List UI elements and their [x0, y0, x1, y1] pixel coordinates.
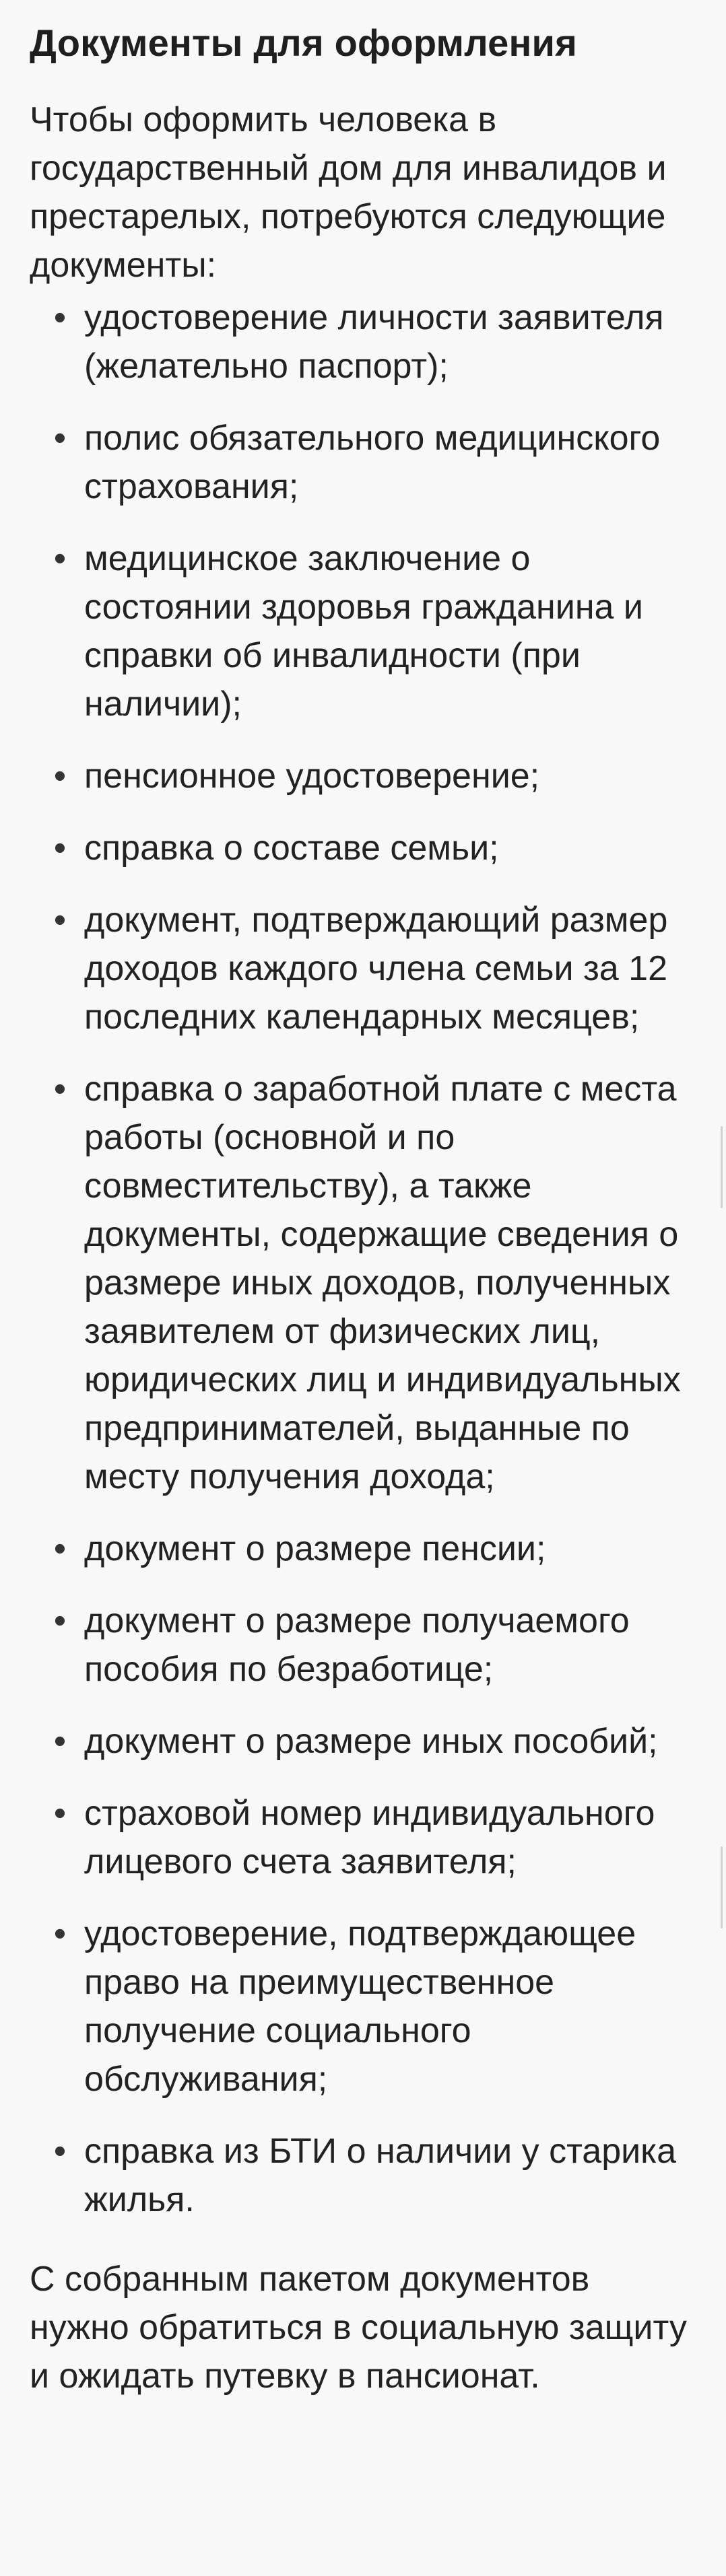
- bullet-icon: •: [53, 1914, 67, 1953]
- list-item-text: документ о размере пенсии;: [84, 1529, 546, 1568]
- bullet-icon: •: [53, 1794, 67, 1833]
- list-item: [30, 2127, 696, 2224]
- list-item: [30, 896, 696, 1041]
- list-item-text: справка из БТИ о наличии у старика жилья.: [84, 2132, 676, 2219]
- bullet-icon: •: [53, 539, 67, 578]
- list-item: [30, 752, 696, 800]
- list-item: [30, 1910, 696, 2103]
- intro-paragraph: Чтобы оформить человека в государственный дом для инвалидов и престарелых, потребуются следующие документы:: [30, 100, 667, 285]
- bullet-icon: •: [53, 1529, 67, 1568]
- list-item-text: справка о составе семьи;: [84, 829, 499, 868]
- bullet-icon: •: [53, 298, 67, 337]
- list-item-text: документ о размере получаемого пособия по безработице;: [84, 1601, 630, 1689]
- list-item: [30, 414, 696, 511]
- section-title: Документы для оформления: [30, 22, 578, 64]
- bullet-icon: •: [53, 1070, 67, 1109]
- list-item-text: справка о заработной плате с места работы (основной и по совместительству), а также документы, содержащие сведения о размере иных доходов, полученных заявителем от физических лиц, юридических лиц и индивидуальных предпринимателей, выданные по месту получения дохода;: [84, 1070, 681, 1496]
- bullet-icon: •: [53, 2132, 67, 2171]
- bullet-icon: •: [53, 757, 67, 796]
- bullet-icon: •: [53, 829, 67, 868]
- list-item: [30, 534, 696, 728]
- list-item-text: полис обязательного медицинского страхования;: [84, 419, 661, 506]
- list-item-text: пенсионное удостоверение;: [84, 757, 540, 796]
- list-item-text: медицинское заключение о состоянии здоровья гражданина и справки об инвалидности (при наличии);: [84, 539, 643, 724]
- list-item-text: удостоверение личности заявителя (желательно паспорт);: [84, 298, 664, 386]
- list-item-text: удостоверение, подтверждающее право на преимущественное получение социального обслуживания;: [84, 1914, 636, 2099]
- list-item-text: документ о размере иных пособий;: [84, 1722, 658, 1761]
- bullet-icon: •: [53, 1601, 67, 1640]
- bullet-icon: •: [53, 419, 67, 458]
- bullet-icon: •: [53, 1722, 67, 1761]
- list-item: [30, 1525, 696, 1573]
- list-item: [30, 824, 696, 872]
- list-item: [30, 1065, 696, 1501]
- scroll-indicator: [721, 1846, 723, 1928]
- scroll-indicator: [721, 1126, 723, 1208]
- list-item: [30, 293, 696, 390]
- list-item: [30, 1597, 696, 1694]
- list-item-text: документ, подтверждающий размер доходов каждого члена семьи за 12 последних календарных месяцев;: [84, 901, 668, 1037]
- documents-list: [30, 293, 696, 2224]
- bullet-icon: •: [53, 901, 67, 940]
- list-item-text: страховой номер индивидуального лицевого счета заявителя;: [84, 1794, 655, 1881]
- list-item: [30, 1717, 696, 1766]
- list-item: [30, 1789, 696, 1886]
- closing-paragraph: С собранным пакетом документов нужно обратиться в социальную защиту и ожидать путевку в пансионат.: [30, 2260, 687, 2396]
